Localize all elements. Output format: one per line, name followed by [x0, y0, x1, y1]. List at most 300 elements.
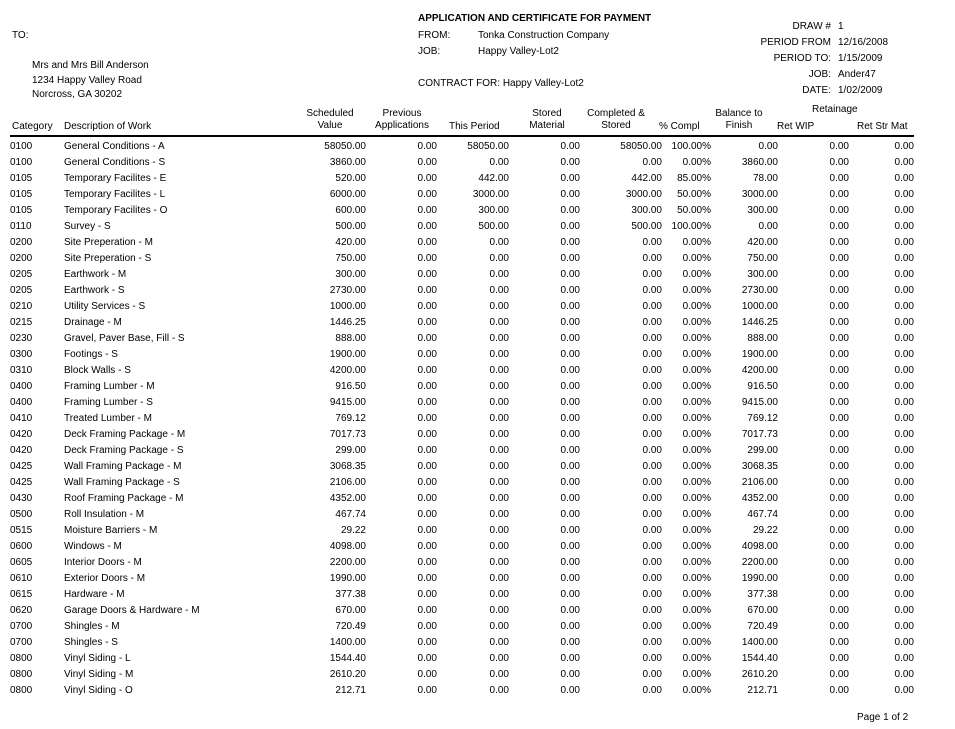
job-code-label: JOB:: [808, 69, 831, 80]
this-period-cell: 0.00: [489, 349, 509, 360]
col-ret-wip: Ret WIP: [777, 121, 815, 132]
previous-applications-cell: 0.00: [417, 509, 437, 520]
completed-stored-cell: 300.00: [631, 205, 662, 216]
balance-cell: 1990.00: [741, 573, 778, 584]
scheduled-value-cell: 1990.00: [329, 573, 366, 584]
scheduled-value-cell: 4200.00: [329, 365, 366, 376]
percent-complete-cell: 0.00%: [682, 509, 711, 520]
percent-complete-cell: 0.00%: [682, 525, 711, 536]
category-cell: 0400: [10, 381, 33, 392]
ret-str-mat-cell: 0.00: [894, 685, 914, 696]
ret-str-mat-cell: 0.00: [894, 493, 914, 504]
previous-applications-cell: 0.00: [417, 589, 437, 600]
balance-cell: 2730.00: [741, 285, 778, 296]
recipient-name: Mrs and Mrs Bill Anderson: [32, 60, 149, 71]
this-period-cell: 442.00: [478, 173, 509, 184]
percent-complete-cell: 0.00%: [682, 237, 711, 248]
table-row: [10, 187, 914, 203]
completed-stored-cell: 0.00: [642, 461, 662, 472]
stored-material-cell: 0.00: [560, 205, 580, 216]
ret-wip-cell: 0.00: [829, 253, 849, 264]
balance-cell: 720.49: [747, 621, 778, 632]
ret-str-mat-cell: 0.00: [894, 285, 914, 296]
description-cell: Deck Framing Package - S: [64, 445, 184, 456]
description-cell: Vinyl Siding - M: [64, 669, 134, 680]
balance-cell: 7017.73: [741, 429, 778, 440]
this-period-cell: 0.00: [489, 317, 509, 328]
ret-str-mat-cell: 0.00: [894, 397, 914, 408]
balance-cell: 1446.25: [741, 317, 778, 328]
stored-material-cell: 0.00: [560, 621, 580, 632]
completed-stored-cell: 0.00: [642, 509, 662, 520]
date-label: DATE:: [802, 85, 831, 96]
table-row: [10, 571, 914, 587]
completed-stored-cell: 0.00: [642, 397, 662, 408]
this-period-cell: 0.00: [489, 477, 509, 488]
description-cell: Framing Lumber - S: [64, 397, 153, 408]
ret-str-mat-cell: 0.00: [894, 413, 914, 424]
description-cell: Block Walls - S: [64, 365, 131, 376]
contract-for: CONTRACT FOR: Happy Valley-Lot2: [418, 78, 584, 89]
scheduled-value-cell: 2610.20: [329, 669, 366, 680]
category-cell: 0800: [10, 685, 33, 696]
col-previous: Previous Applications: [375, 108, 429, 131]
this-period-cell: 0.00: [489, 573, 509, 584]
scheduled-value-cell: 300.00: [335, 269, 366, 280]
stored-material-cell: 0.00: [560, 173, 580, 184]
stored-material-cell: 0.00: [560, 365, 580, 376]
description-cell: Footings - S: [64, 349, 118, 360]
ret-wip-cell: 0.00: [829, 237, 849, 248]
description-cell: Moisture Barriers - M: [64, 525, 158, 536]
category-cell: 0300: [10, 349, 33, 360]
stored-material-cell: 0.00: [560, 557, 580, 568]
previous-applications-cell: 0.00: [417, 541, 437, 552]
this-period-cell: 0.00: [489, 653, 509, 664]
stored-material-cell: 0.00: [560, 461, 580, 472]
table-row: [10, 443, 914, 459]
balance-cell: 78.00: [752, 173, 778, 184]
balance-cell: 0.00: [758, 141, 778, 152]
percent-complete-cell: 85.00%: [677, 173, 711, 184]
percent-complete-cell: 0.00%: [682, 365, 711, 376]
balance-cell: 1544.40: [741, 653, 778, 664]
percent-complete-cell: 0.00%: [682, 349, 711, 360]
page-number: Page 1 of 2: [857, 712, 909, 723]
ret-wip-cell: 0.00: [829, 317, 849, 328]
description-cell: Site Preperation - M: [64, 237, 153, 248]
ret-str-mat-cell: 0.00: [894, 669, 914, 680]
this-period-cell: 0.00: [489, 269, 509, 280]
scheduled-value-cell: 2106.00: [329, 477, 366, 488]
balance-cell: 300.00: [747, 269, 778, 280]
stored-material-cell: 0.00: [560, 493, 580, 504]
stored-material-cell: 0.00: [560, 333, 580, 344]
percent-complete-cell: 0.00%: [682, 413, 711, 424]
balance-cell: 670.00: [747, 605, 778, 616]
ret-wip-cell: 0.00: [829, 557, 849, 568]
category-cell: 0100: [10, 141, 33, 152]
balance-cell: 2200.00: [741, 557, 778, 568]
completed-stored-cell: 0.00: [642, 253, 662, 264]
percent-complete-cell: 0.00%: [682, 493, 711, 504]
table-row: [10, 475, 914, 491]
previous-applications-cell: 0.00: [417, 253, 437, 264]
percent-complete-cell: 0.00%: [682, 621, 711, 632]
ret-wip-cell: 0.00: [829, 669, 849, 680]
stored-material-cell: 0.00: [560, 381, 580, 392]
percent-complete-cell: 0.00%: [682, 253, 711, 264]
scheduled-value-cell: 888.00: [335, 333, 366, 344]
this-period-cell: 300.00: [478, 205, 509, 216]
ret-wip-cell: 0.00: [829, 685, 849, 696]
this-period-cell: 3000.00: [472, 189, 509, 200]
description-cell: Vinyl Siding - L: [64, 653, 131, 664]
job-code-value: Ander47: [838, 69, 876, 80]
scheduled-value-cell: 916.50: [335, 381, 366, 392]
scheduled-value-cell: 3860.00: [329, 157, 366, 168]
this-period-cell: 0.00: [489, 605, 509, 616]
ret-wip-cell: 0.00: [829, 157, 849, 168]
percent-complete-cell: 0.00%: [682, 637, 711, 648]
stored-material-cell: 0.00: [560, 141, 580, 152]
stored-material-cell: 0.00: [560, 269, 580, 280]
category-cell: 0105: [10, 173, 33, 184]
previous-applications-cell: 0.00: [417, 301, 437, 312]
table-row: [10, 427, 914, 443]
stored-material-cell: 0.00: [560, 637, 580, 648]
percent-complete-cell: 0.00%: [682, 333, 711, 344]
stored-material-cell: 0.00: [560, 349, 580, 360]
header-rule: [10, 135, 914, 137]
this-period-cell: 0.00: [489, 253, 509, 264]
completed-stored-cell: 0.00: [642, 589, 662, 600]
completed-stored-cell: 0.00: [642, 429, 662, 440]
completed-stored-cell: 0.00: [642, 269, 662, 280]
scheduled-value-cell: 769.12: [335, 413, 366, 424]
ret-wip-cell: 0.00: [829, 221, 849, 232]
completed-stored-cell: 0.00: [642, 237, 662, 248]
completed-stored-cell: 0.00: [642, 605, 662, 616]
category-cell: 0700: [10, 637, 33, 648]
scheduled-value-cell: 1900.00: [329, 349, 366, 360]
table-row: [10, 523, 914, 539]
category-cell: 0430: [10, 493, 33, 504]
category-cell: 0105: [10, 205, 33, 216]
description-cell: Temporary Facilites - O: [64, 205, 168, 216]
previous-applications-cell: 0.00: [417, 653, 437, 664]
stored-material-cell: 0.00: [560, 301, 580, 312]
percent-complete-cell: 0.00%: [682, 301, 711, 312]
previous-applications-cell: 0.00: [417, 157, 437, 168]
ret-str-mat-cell: 0.00: [894, 477, 914, 488]
previous-applications-cell: 0.00: [417, 429, 437, 440]
col-ret-str-mat: Ret Str Mat: [857, 121, 908, 132]
previous-applications-cell: 0.00: [417, 141, 437, 152]
scheduled-value-cell: 670.00: [335, 605, 366, 616]
balance-cell: 4098.00: [741, 541, 778, 552]
from-value: Tonka Construction Company: [478, 30, 610, 41]
ret-str-mat-cell: 0.00: [894, 205, 914, 216]
description-cell: Wall Framing Package - S: [64, 477, 180, 488]
stored-material-cell: 0.00: [560, 477, 580, 488]
table-row: [10, 331, 914, 347]
ret-str-mat-cell: 0.00: [894, 541, 914, 552]
ret-wip-cell: 0.00: [829, 285, 849, 296]
scheduled-value-cell: 720.49: [335, 621, 366, 632]
completed-stored-cell: 0.00: [642, 157, 662, 168]
previous-applications-cell: 0.00: [417, 365, 437, 376]
stored-material-cell: 0.00: [560, 253, 580, 264]
stored-material-cell: 0.00: [560, 685, 580, 696]
scheduled-value-cell: 377.38: [335, 589, 366, 600]
col-description: Description of Work: [64, 121, 152, 132]
ret-wip-cell: 0.00: [829, 413, 849, 424]
category-cell: 0205: [10, 269, 33, 280]
ret-wip-cell: 0.00: [829, 269, 849, 280]
description-cell: Gravel, Paver Base, Fill - S: [64, 333, 185, 344]
balance-cell: 9415.00: [741, 397, 778, 408]
table-row: [10, 363, 914, 379]
description-cell: Interior Doors - M: [64, 557, 142, 568]
percent-complete-cell: 50.00%: [677, 189, 711, 200]
ret-wip-cell: 0.00: [829, 461, 849, 472]
ret-str-mat-cell: 0.00: [894, 365, 914, 376]
completed-stored-cell: 0.00: [642, 381, 662, 392]
table-row: [10, 379, 914, 395]
completed-stored-cell: 0.00: [642, 477, 662, 488]
recipient-street: 1234 Happy Valley Road: [32, 74, 142, 86]
ret-str-mat-cell: 0.00: [894, 189, 914, 200]
completed-stored-cell: 0.00: [642, 365, 662, 376]
scheduled-value-cell: 1000.00: [329, 301, 366, 312]
draw-value: 1: [838, 21, 844, 32]
description-cell: Windows - M: [64, 541, 122, 552]
percent-complete-cell: 0.00%: [682, 269, 711, 280]
stored-material-cell: 0.00: [560, 589, 580, 600]
col-scheduled: Scheduled Value: [306, 108, 354, 131]
previous-applications-cell: 0.00: [417, 685, 437, 696]
description-cell: Site Preperation - S: [64, 253, 152, 264]
category-cell: 0205: [10, 285, 33, 296]
ret-wip-cell: 0.00: [829, 573, 849, 584]
previous-applications-cell: 0.00: [417, 397, 437, 408]
balance-cell: 1000.00: [741, 301, 778, 312]
this-period-cell: 0.00: [489, 237, 509, 248]
completed-stored-cell: 0.00: [642, 685, 662, 696]
balance-cell: 750.00: [747, 253, 778, 264]
ret-wip-cell: 0.00: [829, 509, 849, 520]
stored-material-cell: 0.00: [560, 221, 580, 232]
ret-wip-cell: 0.00: [829, 173, 849, 184]
this-period-cell: 0.00: [489, 413, 509, 424]
previous-applications-cell: 0.00: [417, 237, 437, 248]
ret-wip-cell: 0.00: [829, 333, 849, 344]
description-cell: Roll Insulation - M: [64, 509, 145, 520]
category-cell: 0410: [10, 413, 33, 424]
this-period-cell: 0.00: [489, 525, 509, 536]
draw-label: DRAW #: [792, 21, 831, 32]
category-cell: 0400: [10, 397, 33, 408]
description-cell: Survey - S: [64, 221, 111, 232]
table-row: [10, 635, 914, 651]
previous-applications-cell: 0.00: [417, 317, 437, 328]
stored-material-cell: 0.00: [560, 669, 580, 680]
table-row: [10, 587, 914, 603]
ret-wip-cell: 0.00: [829, 653, 849, 664]
balance-cell: 4352.00: [741, 493, 778, 504]
previous-applications-cell: 0.00: [417, 205, 437, 216]
percent-complete-cell: 0.00%: [682, 669, 711, 680]
description-cell: Treated Lumber - M: [64, 413, 152, 424]
table-row: [10, 539, 914, 555]
category-cell: 0105: [10, 189, 33, 200]
previous-applications-cell: 0.00: [417, 285, 437, 296]
scheduled-value-cell: 6000.00: [329, 189, 366, 200]
percent-complete-cell: 0.00%: [682, 605, 711, 616]
col-balance: Balance to Finish: [715, 108, 763, 131]
stored-material-cell: 0.00: [560, 397, 580, 408]
description-cell: Exterior Doors - M: [64, 573, 146, 584]
stored-material-cell: 0.00: [560, 285, 580, 296]
ret-wip-cell: 0.00: [829, 445, 849, 456]
ret-str-mat-cell: 0.00: [894, 621, 914, 632]
stored-material-cell: 0.00: [560, 541, 580, 552]
percent-complete-cell: 0.00%: [682, 397, 711, 408]
ret-wip-cell: 0.00: [829, 205, 849, 216]
ret-wip-cell: 0.00: [829, 141, 849, 152]
table-row: [10, 555, 914, 571]
this-period-cell: 0.00: [489, 397, 509, 408]
ret-wip-cell: 0.00: [829, 637, 849, 648]
balance-cell: 3860.00: [741, 157, 778, 168]
col-pct-compl: % Compl: [659, 121, 700, 132]
completed-stored-cell: 0.00: [642, 573, 662, 584]
balance-cell: 2610.20: [741, 669, 778, 680]
description-cell: Vinyl Siding - O: [64, 685, 133, 696]
ret-str-mat-cell: 0.00: [894, 429, 914, 440]
category-cell: 0310: [10, 365, 33, 376]
period-from-value: 12/16/2008: [838, 37, 889, 48]
description-cell: Hardware - M: [64, 589, 125, 600]
col-retainage: Retainage: [812, 104, 858, 115]
ret-str-mat-cell: 0.00: [894, 605, 914, 616]
description-cell: Garage Doors & Hardware - M: [64, 605, 200, 616]
ret-wip-cell: 0.00: [829, 365, 849, 376]
table-row: [10, 459, 914, 475]
category-cell: 0620: [10, 605, 33, 616]
description-cell: Shingles - M: [64, 621, 120, 632]
scheduled-value-cell: 3068.35: [329, 461, 366, 472]
description-cell: Wall Framing Package - M: [64, 461, 182, 472]
this-period-cell: 0.00: [489, 285, 509, 296]
previous-applications-cell: 0.00: [417, 333, 437, 344]
previous-applications-cell: 0.00: [417, 381, 437, 392]
category-cell: 0200: [10, 237, 33, 248]
table-row: [10, 683, 914, 699]
table-row: [10, 395, 914, 411]
stored-material-cell: 0.00: [560, 189, 580, 200]
description-cell: Earthwork - S: [64, 285, 125, 296]
ret-wip-cell: 0.00: [829, 541, 849, 552]
period-to-label: PERIOD TO:: [773, 53, 831, 64]
ret-str-mat-cell: 0.00: [894, 573, 914, 584]
table-row: [10, 139, 914, 155]
completed-stored-cell: 0.00: [642, 669, 662, 680]
table-row: [10, 491, 914, 507]
percent-complete-cell: 100.00%: [671, 221, 711, 232]
previous-applications-cell: 0.00: [417, 189, 437, 200]
completed-stored-cell: 0.00: [642, 493, 662, 504]
category-cell: 0800: [10, 653, 33, 664]
percent-complete-cell: 0.00%: [682, 317, 711, 328]
category-cell: 0425: [10, 477, 33, 488]
ret-wip-cell: 0.00: [829, 605, 849, 616]
balance-cell: 888.00: [747, 333, 778, 344]
ret-str-mat-cell: 0.00: [894, 349, 914, 360]
percent-complete-cell: 0.00%: [682, 285, 711, 296]
job-label: JOB:: [418, 46, 441, 57]
completed-stored-cell: 58050.00: [620, 141, 662, 152]
this-period-cell: 0.00: [489, 493, 509, 504]
percent-complete-cell: 0.00%: [682, 589, 711, 600]
description-cell: Roof Framing Package - M: [64, 493, 184, 504]
period-to-value: 1/15/2009: [838, 53, 883, 64]
stored-material-cell: 0.00: [560, 509, 580, 520]
this-period-cell: 0.00: [489, 685, 509, 696]
ret-wip-cell: 0.00: [829, 189, 849, 200]
ret-str-mat-cell: 0.00: [894, 589, 914, 600]
balance-cell: 300.00: [747, 205, 778, 216]
category-cell: 0200: [10, 253, 33, 264]
description-cell: Deck Framing Package - M: [64, 429, 186, 440]
ret-wip-cell: 0.00: [829, 477, 849, 488]
completed-stored-cell: 0.00: [642, 333, 662, 344]
category-cell: 0230: [10, 333, 33, 344]
this-period-cell: 0.00: [489, 429, 509, 440]
category-cell: 0210: [10, 301, 33, 312]
period-from-label: PERIOD FROM: [760, 37, 831, 48]
percent-complete-cell: 0.00%: [682, 557, 711, 568]
scheduled-value-cell: 600.00: [335, 205, 366, 216]
stored-material-cell: 0.00: [560, 525, 580, 536]
stored-material-cell: 0.00: [560, 573, 580, 584]
description-cell: Earthwork - M: [64, 269, 127, 280]
percent-complete-cell: 0.00%: [682, 381, 711, 392]
previous-applications-cell: 0.00: [417, 525, 437, 536]
ret-wip-cell: 0.00: [829, 301, 849, 312]
percent-complete-cell: 0.00%: [682, 157, 711, 168]
previous-applications-cell: 0.00: [417, 445, 437, 456]
completed-stored-cell: 0.00: [642, 413, 662, 424]
stored-material-cell: 0.00: [560, 445, 580, 456]
ret-str-mat-cell: 0.00: [894, 221, 914, 232]
ret-str-mat-cell: 0.00: [894, 269, 914, 280]
ret-str-mat-cell: 0.00: [894, 157, 914, 168]
previous-applications-cell: 0.00: [417, 637, 437, 648]
this-period-cell: 0.00: [489, 589, 509, 600]
this-period-cell: 0.00: [489, 669, 509, 680]
table-row: [10, 235, 914, 251]
scheduled-value-cell: 420.00: [335, 237, 366, 248]
percent-complete-cell: 100.00%: [671, 141, 711, 152]
this-period-cell: 0.00: [489, 381, 509, 392]
scheduled-value-cell: 7017.73: [329, 429, 366, 440]
percent-complete-cell: 0.00%: [682, 541, 711, 552]
ret-str-mat-cell: 0.00: [894, 461, 914, 472]
ret-str-mat-cell: 0.00: [894, 301, 914, 312]
ret-str-mat-cell: 0.00: [894, 509, 914, 520]
